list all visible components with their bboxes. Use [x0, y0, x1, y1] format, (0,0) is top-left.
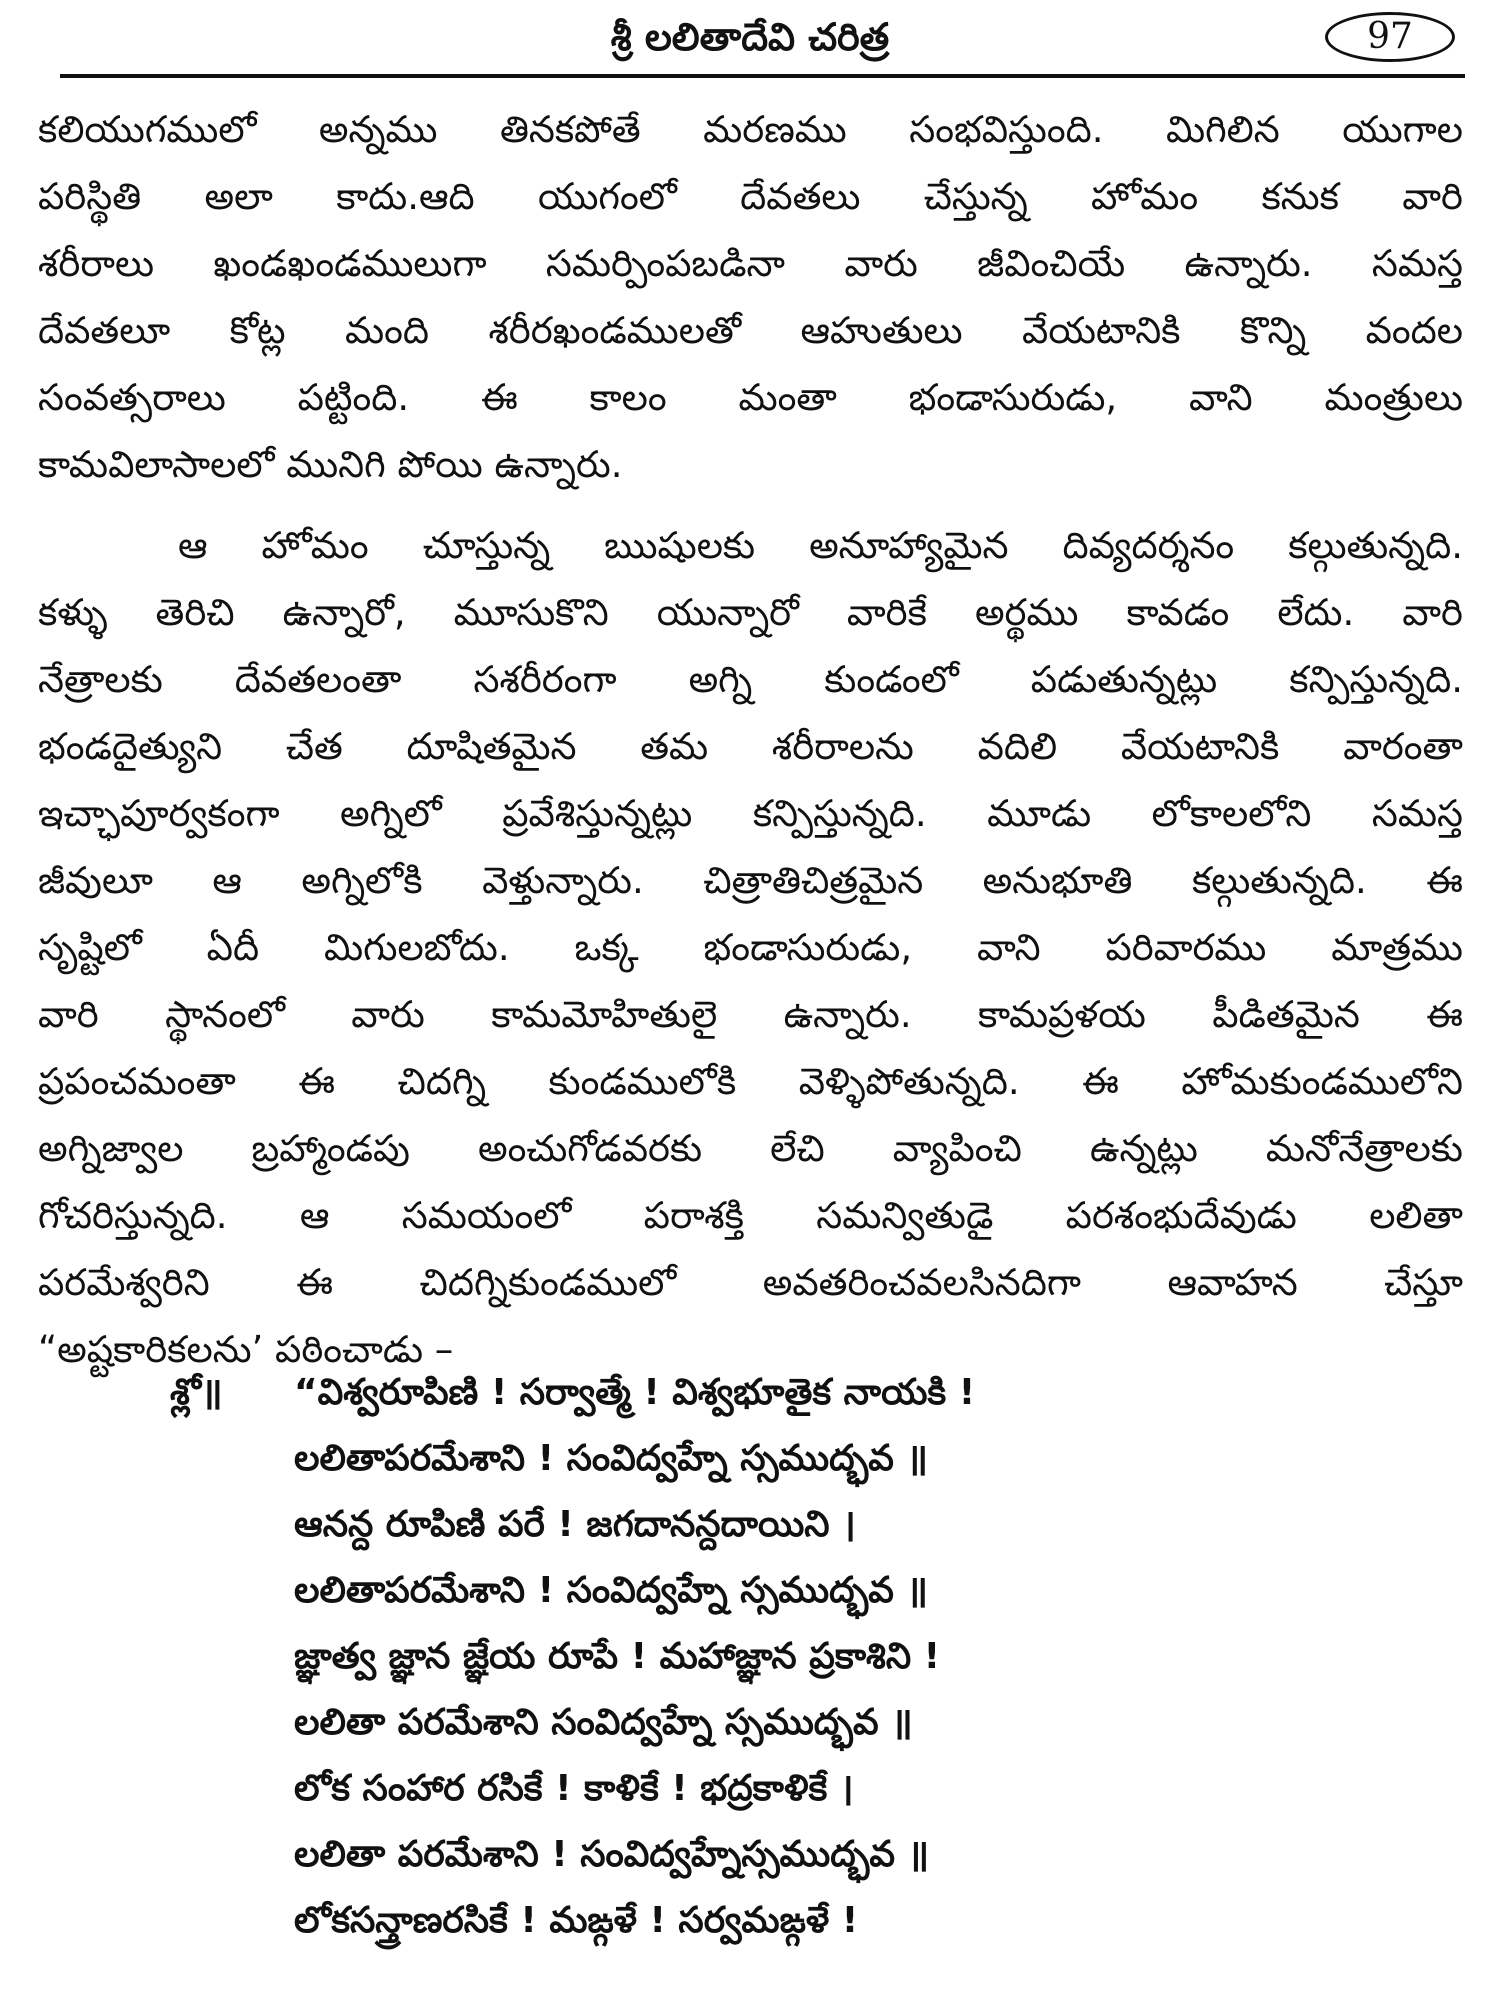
- shloka-line: లోక సంహార రసికే ! కాళికే ! భద్రకాళికే ।: [294, 1768, 854, 1809]
- text-line: ప్రపంచమంతా ఈ చిదగ్ని కుండములోకి వెళ్ళిపోతున్నది. ఈ హోమకుండములోని: [38, 1060, 1463, 1103]
- paragraph-2: [38, 512, 1463, 1383]
- text-line: జీవులూ ఆ అగ్నిలోకి వెళ్తున్నారు. చిత్రాతిచిత్రమైన అనుభూతి కల్గుతున్నది. ఈ: [38, 859, 1463, 902]
- shloka-line: లలితాపరమేశాని ! సంవిద్వహ్నే స్సముద్భవ ॥: [294, 1570, 928, 1611]
- text-line: సంవత్సరాలు పట్టింది. ఈ కాలం మంతా భండాసురుడు, వాని మంత్రులు: [38, 376, 1463, 419]
- text-line: దేవతలూ కోట్ల మంది శరీరఖండములతో ఆహుతులు వేయటానికి కొన్ని వందల: [38, 309, 1463, 352]
- text-line: పరిస్థితి అలా కాదు.ఆది యుగంలో దేవతలు చేస్తున్న హోమం కనుక వారి: [38, 175, 1463, 218]
- header-rule: [60, 74, 1465, 78]
- shloka-line: లోకసన్త్రాణరసికే ! మఙ్గళే ! సర్వమఙ్గళే !: [294, 1900, 859, 1941]
- text-line: అగ్నిజ్వాల బ్రహ్మాండపు అంచుగోడవరకు లేచి వ్యాపించి ఉన్నట్లు మనోనేత్రాలకు: [38, 1127, 1463, 1170]
- text-line: శరీరాలు ఖండఖండములుగా సమర్పింపబడినా వారు జీవించియే ఉన్నారు. సమస్త: [38, 242, 1463, 285]
- shloka-line: “విశ్వరూపిణి ! సర్వాత్మే ! విశ్వభూతైక నాయకి !: [294, 1372, 976, 1413]
- text-line: సృష్టిలో ఏదీ మిగులబోదు. ఒక్క భండాసురుడు, వాని పరివారము మాత్రము: [38, 926, 1463, 969]
- shloka-line: ఆనన్ద రూపిణి పరే ! జగదానన్దదాయిని ।: [294, 1504, 856, 1545]
- body-text: [38, 96, 1463, 1383]
- shloka-line: లలితా పరమేశాని సంవిద్వహ్నే స్సముద్భవ ॥: [294, 1702, 913, 1743]
- text-line: ఆ హోమం చూస్తున్న ఋషులకు అనూహ్యామైన దివ్యదర్శనం కల్గుతున్నది.: [178, 524, 1463, 567]
- running-header-title: శ్రీ లలితాదేవి చరిత్ర: [610, 15, 890, 59]
- text-line: గోచరిస్తున్నది. ఆ సమయంలో పరాశక్తి సమన్వితుడై పరశంభుదేవుడు లలితా: [38, 1194, 1463, 1237]
- text-line: “అష్టకారికలను’ పఠించాడు –: [38, 1328, 454, 1371]
- shloka-line: లలితా పరమేశాని ! సంవిద్వహ్నేస్సముద్భవ ॥: [294, 1834, 930, 1875]
- page-number-oval: 97: [1325, 12, 1455, 62]
- shloka-line: లలితాపరమేశాని ! సంవిద్వహ్నే స్సముద్భవ ॥: [294, 1438, 928, 1479]
- text-line: కలియుగములో అన్నము తినకపోతే మరణము సంభవిస్తుంది. మిగిలిన యుగాల: [38, 108, 1463, 151]
- text-line: కళ్ళు తెరిచి ఉన్నారో, మూసుకొని యున్నారో వారికే అర్థము కావడం లేదు. వారి: [38, 591, 1463, 634]
- shloka-line: జ్ఞాత్వ జ్ఞాన జ్ఞేయ రూపే ! మహాజ్ఞాన ప్రకాశిని !: [294, 1636, 941, 1677]
- paragraph-1: [38, 96, 1463, 498]
- text-line: పరమేశ్వరిని ఈ చిదగ్నికుండములో అవతరించవలసినదిగా ఆవాహన చేస్తూ: [38, 1261, 1463, 1304]
- text-line: కామవిలాసాలలో మునిగి పోయి ఉన్నారు.: [38, 443, 623, 486]
- shloka-marker: శ్లో॥: [170, 1372, 223, 1413]
- text-line: నేత్రాలకు దేవతలంతా సశరీరంగా అగ్ని కుండంలో పడుతున్నట్లు కన్పిస్తున్నది.: [38, 658, 1463, 701]
- text-line: ఇచ్ఛాపూర్వకంగా అగ్నిలో ప్రవేశిస్తున్నట్లు కన్పిస్తున్నది. మూడు లోకాలలోని సమస్త: [38, 792, 1463, 835]
- text-line: వారి స్థానంలో వారు కామమోహితులై ఉన్నారు. కామప్రళయ పీడితమైన ఈ: [38, 993, 1463, 1036]
- text-line: భండదైత్యుని చేత దూషితమైన తమ శరీరాలను వదిలి వేయటానికి వారంతా: [38, 725, 1463, 768]
- shloka-lines: [294, 1360, 1224, 1954]
